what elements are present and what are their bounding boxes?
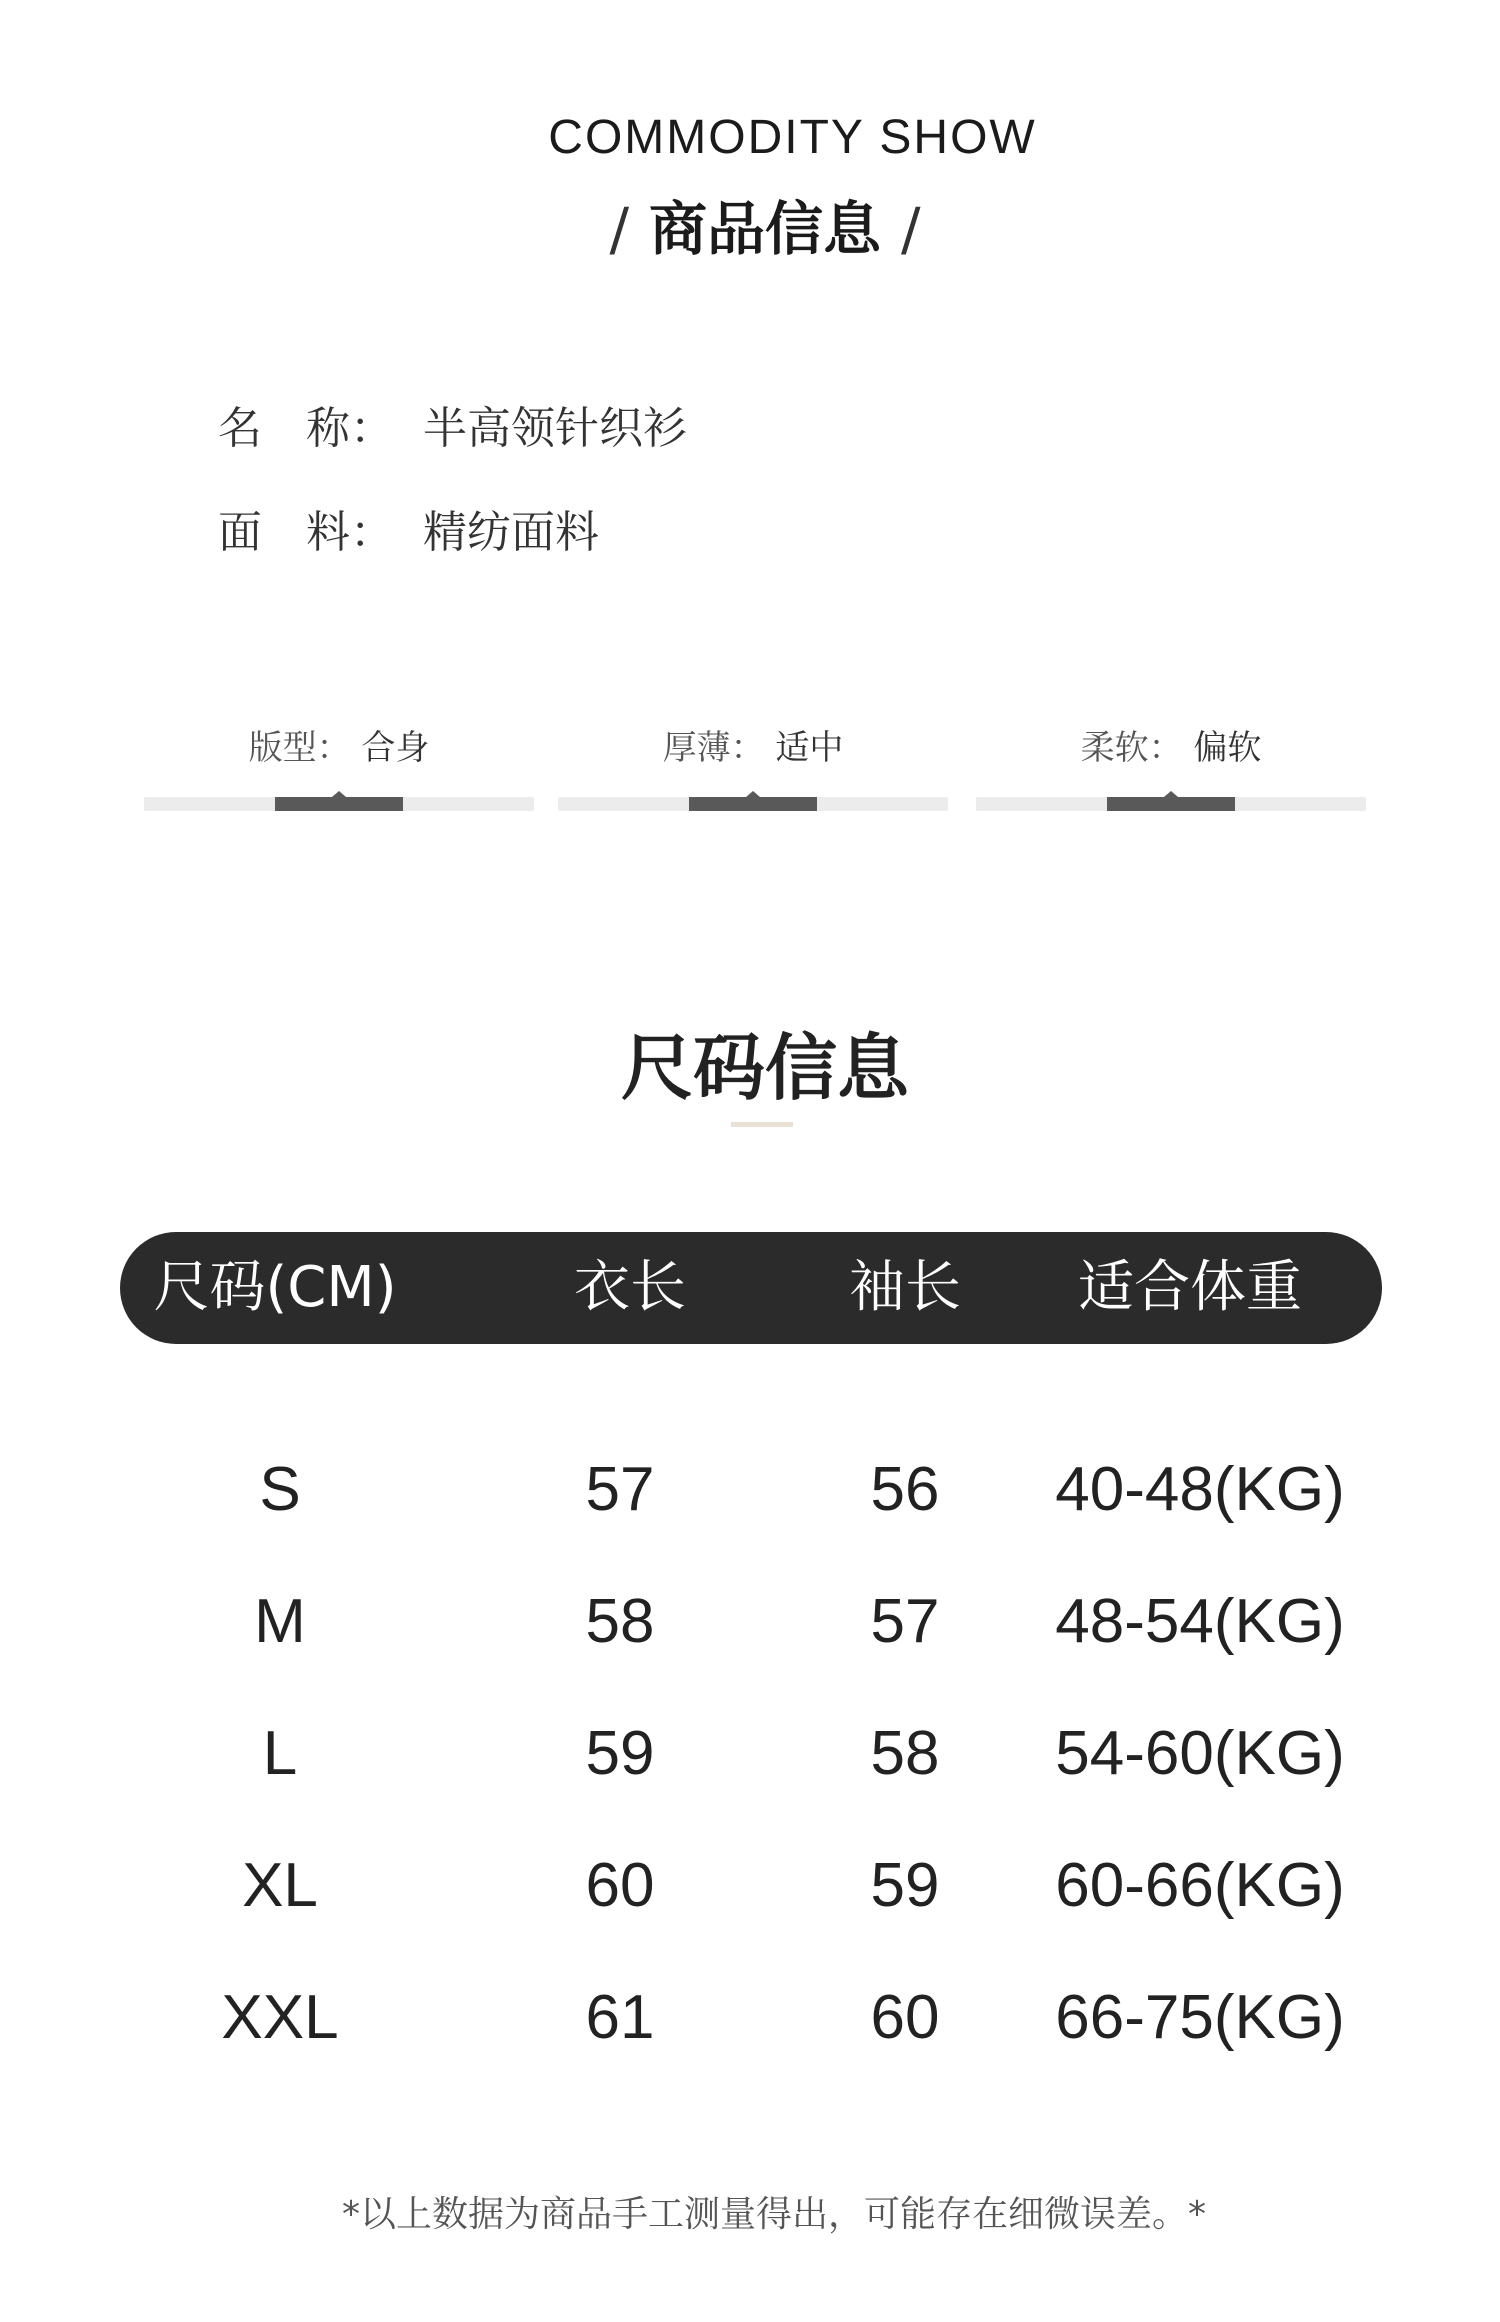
fabric-label: 面 料： bbox=[218, 507, 394, 558]
table-row bbox=[0, 1440, 1500, 1540]
section-title-en: COMMODITY SHOW bbox=[548, 111, 1037, 164]
attribute-thickness-scale bbox=[558, 797, 948, 811]
length-cell: 60 bbox=[585, 1851, 655, 1920]
weight-cell: 48-54(KG) bbox=[1055, 1587, 1345, 1656]
length-cell: 58 bbox=[585, 1587, 655, 1656]
length-cell: 57 bbox=[585, 1455, 655, 1524]
attribute-softness-scale bbox=[976, 797, 1366, 811]
product-name-label: 名 称： bbox=[218, 403, 394, 454]
attribute-fit-label: 版型： bbox=[248, 728, 351, 768]
weight-cell: 54-60(KG) bbox=[1055, 1719, 1345, 1788]
size-cell: XL bbox=[242, 1851, 318, 1920]
title-underline bbox=[731, 1122, 793, 1127]
weight-cell: 60-66(KG) bbox=[1055, 1851, 1345, 1920]
size-cell: M bbox=[254, 1587, 306, 1656]
column-header-length: 衣长 bbox=[574, 1255, 686, 1320]
attribute-fit-scale bbox=[144, 797, 534, 811]
weight-cell: 66-75(KG) bbox=[1055, 1983, 1345, 2052]
attribute-fit-value: 合身 bbox=[361, 728, 430, 768]
sleeve-cell: 56 bbox=[870, 1455, 940, 1524]
table-row bbox=[0, 1836, 1500, 1936]
attribute-softness-pointer bbox=[1164, 791, 1178, 797]
fabric-row bbox=[218, 496, 599, 560]
attribute-thickness-marker bbox=[689, 797, 817, 811]
weight-cell: 40-48(KG) bbox=[1055, 1455, 1345, 1524]
attribute-fit bbox=[144, 720, 534, 811]
column-header-weight: 适合体重 bbox=[1078, 1255, 1302, 1320]
attribute-softness-value: 偏软 bbox=[1193, 728, 1262, 768]
sleeve-cell: 57 bbox=[870, 1587, 940, 1656]
section-title-cn-row bbox=[0, 182, 1500, 266]
sleeve-cell: 58 bbox=[870, 1719, 940, 1788]
column-header-sleeve: 袖长 bbox=[849, 1255, 961, 1320]
attribute-thickness-value: 适中 bbox=[775, 728, 844, 768]
attribute-thickness-pointer bbox=[746, 791, 760, 797]
column-header-size: 尺码(CM) bbox=[153, 1255, 397, 1320]
product-name-value: 半高领针织衫 bbox=[423, 403, 687, 454]
size-cell: S bbox=[259, 1455, 301, 1524]
table-row bbox=[0, 1968, 1500, 2068]
title-slash-right: / bbox=[901, 195, 921, 263]
attribute-fit-marker bbox=[275, 797, 403, 811]
sleeve-cell: 60 bbox=[870, 1983, 940, 2052]
title-slash-left: / bbox=[609, 195, 629, 263]
attribute-softness bbox=[976, 720, 1366, 811]
length-cell: 61 bbox=[585, 1983, 655, 2052]
table-row bbox=[0, 1704, 1500, 1804]
attribute-softness-label: 柔软： bbox=[1080, 728, 1183, 768]
attribute-softness-marker bbox=[1107, 797, 1235, 811]
measurement-note: *以上数据为商品手工测量得出，可能存在细微误差。* bbox=[341, 2194, 1206, 2235]
table-row bbox=[0, 1572, 1500, 1672]
size-section-title: 尺码信息 bbox=[620, 1026, 909, 1110]
sleeve-cell: 59 bbox=[870, 1851, 940, 1920]
attribute-fit-pointer bbox=[332, 791, 346, 797]
fabric-value: 精纺面料 bbox=[423, 507, 599, 558]
size-table-header bbox=[120, 1232, 1382, 1344]
attribute-thickness-label: 厚薄： bbox=[662, 728, 765, 768]
product-name-row bbox=[218, 392, 687, 456]
size-cell: XXL bbox=[221, 1983, 339, 2052]
section-title-cn: 商品信息 bbox=[648, 195, 881, 263]
attribute-thickness bbox=[558, 720, 948, 811]
size-cell: L bbox=[262, 1719, 298, 1788]
length-cell: 59 bbox=[585, 1719, 655, 1788]
